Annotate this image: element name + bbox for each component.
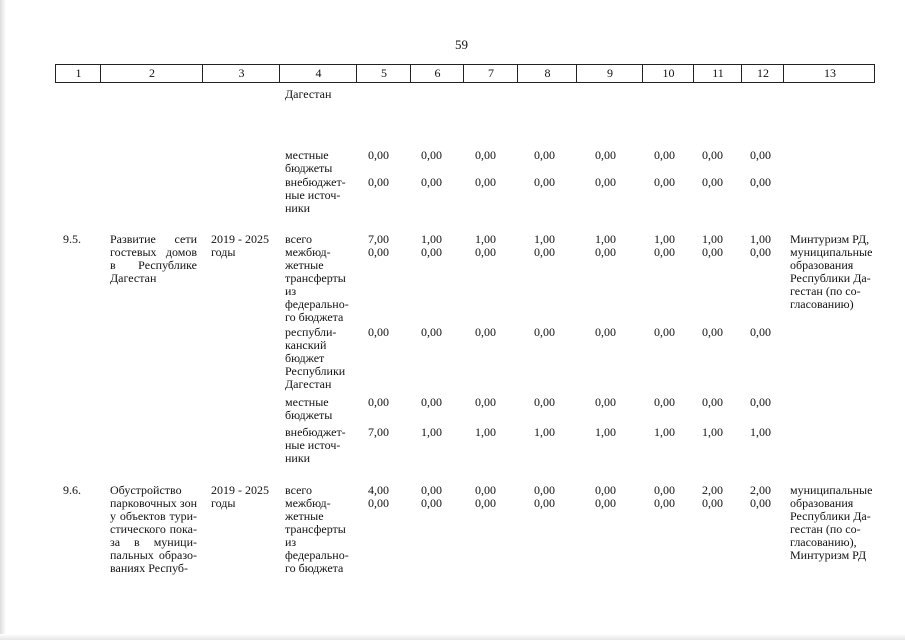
source-label: го бюджета bbox=[285, 561, 344, 575]
value-cell: 4,00 bbox=[368, 483, 389, 497]
value-cell: 7,00 bbox=[368, 232, 389, 246]
value-cell: 0,00 bbox=[421, 395, 442, 409]
header-cell: 13 bbox=[824, 66, 836, 80]
value-cell: 0,00 bbox=[421, 175, 442, 189]
row-number: 9.5. bbox=[63, 232, 81, 246]
source-label: ные источ- bbox=[285, 188, 341, 202]
value-cell: 0,00 bbox=[368, 325, 389, 339]
responsible: гестан (по со- bbox=[790, 522, 861, 536]
value-cell: 1,00 bbox=[475, 425, 496, 439]
source-label: ники bbox=[285, 451, 311, 465]
value-cell: 0,00 bbox=[654, 175, 675, 189]
value-cell: 0,00 bbox=[421, 496, 442, 510]
value-cell: 0,00 bbox=[475, 496, 496, 510]
header-cell: 6 bbox=[434, 66, 441, 80]
value-cell: 0,00 bbox=[750, 175, 771, 189]
source-label: го бюджета bbox=[285, 310, 344, 324]
header-cell: 5 bbox=[381, 66, 387, 80]
value-cell: 0,00 bbox=[421, 245, 442, 259]
value-cell: 0,00 bbox=[595, 175, 616, 189]
value-cell: 0,00 bbox=[750, 325, 771, 339]
value-cell: 0,00 bbox=[750, 245, 771, 259]
value-cell: 1,00 bbox=[421, 425, 442, 439]
source-label: ные источ- bbox=[285, 438, 341, 452]
source-label: трансферты bbox=[285, 522, 346, 536]
value-cell: 7,00 bbox=[368, 425, 389, 439]
value-cell: 0,00 bbox=[654, 325, 675, 339]
measure-name: пальных образо- bbox=[110, 548, 197, 562]
period: годы bbox=[211, 496, 236, 510]
value-cell: 1,00 bbox=[534, 425, 555, 439]
value-cell: 0,00 bbox=[534, 483, 555, 497]
responsible: гестан (по со- bbox=[790, 284, 861, 298]
header-cell: 3 bbox=[238, 66, 245, 80]
value-cell: 1,00 bbox=[595, 232, 616, 246]
measure-name: Дагестан bbox=[110, 271, 157, 285]
table-header bbox=[55, 64, 875, 83]
value-cell: 0,00 bbox=[534, 245, 555, 259]
measure-name: у объектов тури- bbox=[110, 509, 197, 523]
responsible: муниципальные bbox=[790, 245, 873, 259]
responsible: муниципальные bbox=[790, 483, 873, 497]
value-cell: 0,00 bbox=[702, 175, 723, 189]
source-label: межбюд- bbox=[285, 245, 331, 259]
value-cell: 0,00 bbox=[654, 395, 675, 409]
source-label: всего bbox=[285, 232, 313, 246]
source-label: бюджет bbox=[285, 351, 325, 365]
value-cell: 2,00 bbox=[750, 483, 771, 497]
value-cell: 0,00 bbox=[475, 325, 496, 339]
measure-name: Обустройство bbox=[110, 483, 182, 497]
value-cell: 0,00 bbox=[368, 395, 389, 409]
source-label: бюджеты bbox=[285, 408, 333, 422]
value-cell: 1,00 bbox=[702, 425, 723, 439]
header-cell: 11 bbox=[712, 66, 724, 80]
value-cell: 0,00 bbox=[702, 395, 723, 409]
value-cell: 0,00 bbox=[368, 496, 389, 510]
source-label: из bbox=[285, 535, 297, 549]
value-cell: 0,00 bbox=[750, 148, 771, 162]
source-label: Дагестан bbox=[285, 87, 332, 101]
source-label: Дагестан bbox=[285, 377, 332, 391]
period: 2019 - 2025 bbox=[211, 483, 269, 497]
source-label: ники bbox=[285, 201, 311, 215]
value-cell: 1,00 bbox=[702, 232, 723, 246]
source-label: жетные bbox=[285, 258, 324, 272]
measure-name: ваниях Респуб- bbox=[110, 561, 189, 575]
scan-edge bbox=[0, 0, 6, 640]
value-cell: 0,00 bbox=[654, 245, 675, 259]
period: годы bbox=[211, 245, 236, 259]
source-label: внебюджет- bbox=[285, 425, 346, 439]
header-cell: 7 bbox=[488, 66, 494, 80]
value-cell: 0,00 bbox=[475, 483, 496, 497]
value-cell: 0,00 bbox=[534, 496, 555, 510]
value-cell: 0,00 bbox=[702, 148, 723, 162]
value-cell: 0,00 bbox=[368, 175, 389, 189]
value-cell: 0,00 bbox=[534, 395, 555, 409]
measure-name: стического пока- bbox=[110, 522, 197, 536]
value-cell: 0,00 bbox=[702, 245, 723, 259]
source-label: всего bbox=[285, 483, 313, 497]
source-label: местные bbox=[285, 395, 329, 409]
measure-name: парковочных зон bbox=[110, 496, 197, 510]
measure-name: Развитие сети bbox=[110, 232, 197, 246]
page-number: 59 bbox=[455, 37, 468, 52]
header-cell: 9 bbox=[607, 66, 613, 80]
value-cell: 0,00 bbox=[368, 245, 389, 259]
value-cell: 0,00 bbox=[534, 175, 555, 189]
value-cell: 0,00 bbox=[654, 496, 675, 510]
source-label: Республики bbox=[285, 364, 346, 378]
scan-edge bbox=[0, 634, 905, 640]
value-cell: 0,00 bbox=[654, 483, 675, 497]
responsible: Минтуризм РД, bbox=[790, 232, 870, 246]
value-cell: 2,00 bbox=[702, 483, 723, 497]
header-cell: 8 bbox=[544, 66, 551, 80]
value-cell: 0,00 bbox=[475, 395, 496, 409]
value-cell: 0,00 bbox=[421, 148, 442, 162]
source-label: бюджеты bbox=[285, 161, 333, 175]
value-cell: 1,00 bbox=[750, 232, 771, 246]
value-cell: 0,00 bbox=[534, 325, 555, 339]
measure-name: за в муници- bbox=[110, 535, 197, 549]
value-cell: 0,00 bbox=[654, 148, 675, 162]
responsible: гласованию), bbox=[790, 535, 857, 549]
responsible: гласованию) bbox=[790, 297, 854, 311]
value-cell: 0,00 bbox=[595, 395, 616, 409]
source-label: федерально- bbox=[285, 548, 349, 562]
value-cell: 1,00 bbox=[595, 425, 616, 439]
measure-name: гостевых домов bbox=[110, 245, 197, 259]
value-cell: 1,00 bbox=[750, 425, 771, 439]
source-label: федерально- bbox=[285, 297, 349, 311]
value-cell: 0,00 bbox=[595, 325, 616, 339]
value-cell: 0,00 bbox=[534, 148, 555, 162]
header-cell: 1 bbox=[75, 66, 82, 80]
value-cell: 0,00 bbox=[368, 148, 389, 162]
period: 2019 - 2025 bbox=[211, 232, 269, 246]
measure-name: в Республике bbox=[110, 258, 197, 272]
header-cell: 2 bbox=[149, 66, 155, 80]
value-cell: 1,00 bbox=[654, 425, 675, 439]
source-label: жетные bbox=[285, 509, 324, 523]
value-cell: 0,00 bbox=[421, 325, 442, 339]
value-cell: 0,00 bbox=[475, 148, 496, 162]
responsible: Минтуризм РД bbox=[790, 548, 867, 562]
value-cell: 0,00 bbox=[475, 175, 496, 189]
header-cell: 12 bbox=[757, 66, 769, 80]
value-cell: 0,00 bbox=[595, 148, 616, 162]
value-cell: 1,00 bbox=[475, 232, 496, 246]
value-cell: 0,00 bbox=[595, 496, 616, 510]
value-cell: 1,00 bbox=[534, 232, 555, 246]
header-cell: 10 bbox=[662, 66, 675, 80]
value-cell: 0,00 bbox=[475, 245, 496, 259]
source-label: внебюджет- bbox=[285, 175, 346, 189]
value-cell: 0,00 bbox=[750, 395, 771, 409]
responsible: Республики Да- bbox=[790, 271, 871, 285]
responsible: образования bbox=[790, 496, 854, 510]
value-cell: 0,00 bbox=[750, 496, 771, 510]
value-cell: 0,00 bbox=[595, 483, 616, 497]
value-cell: 1,00 bbox=[654, 232, 675, 246]
header-cell: 4 bbox=[315, 66, 322, 80]
value-cell: 0,00 bbox=[595, 245, 616, 259]
responsible: образования bbox=[790, 258, 854, 272]
responsible: Республики Да- bbox=[790, 509, 871, 523]
value-cell: 1,00 bbox=[421, 232, 442, 246]
row-number: 9.6. bbox=[63, 483, 81, 497]
source-label: межбюд- bbox=[285, 496, 331, 510]
source-label: из bbox=[285, 284, 297, 298]
value-cell: 0,00 bbox=[702, 496, 723, 510]
value-cell: 0,00 bbox=[421, 483, 442, 497]
source-label: канский bbox=[285, 338, 327, 352]
source-label: местные bbox=[285, 148, 329, 162]
source-label: республи- bbox=[285, 325, 337, 339]
source-label: трансферты bbox=[285, 271, 346, 285]
value-cell: 0,00 bbox=[702, 325, 723, 339]
